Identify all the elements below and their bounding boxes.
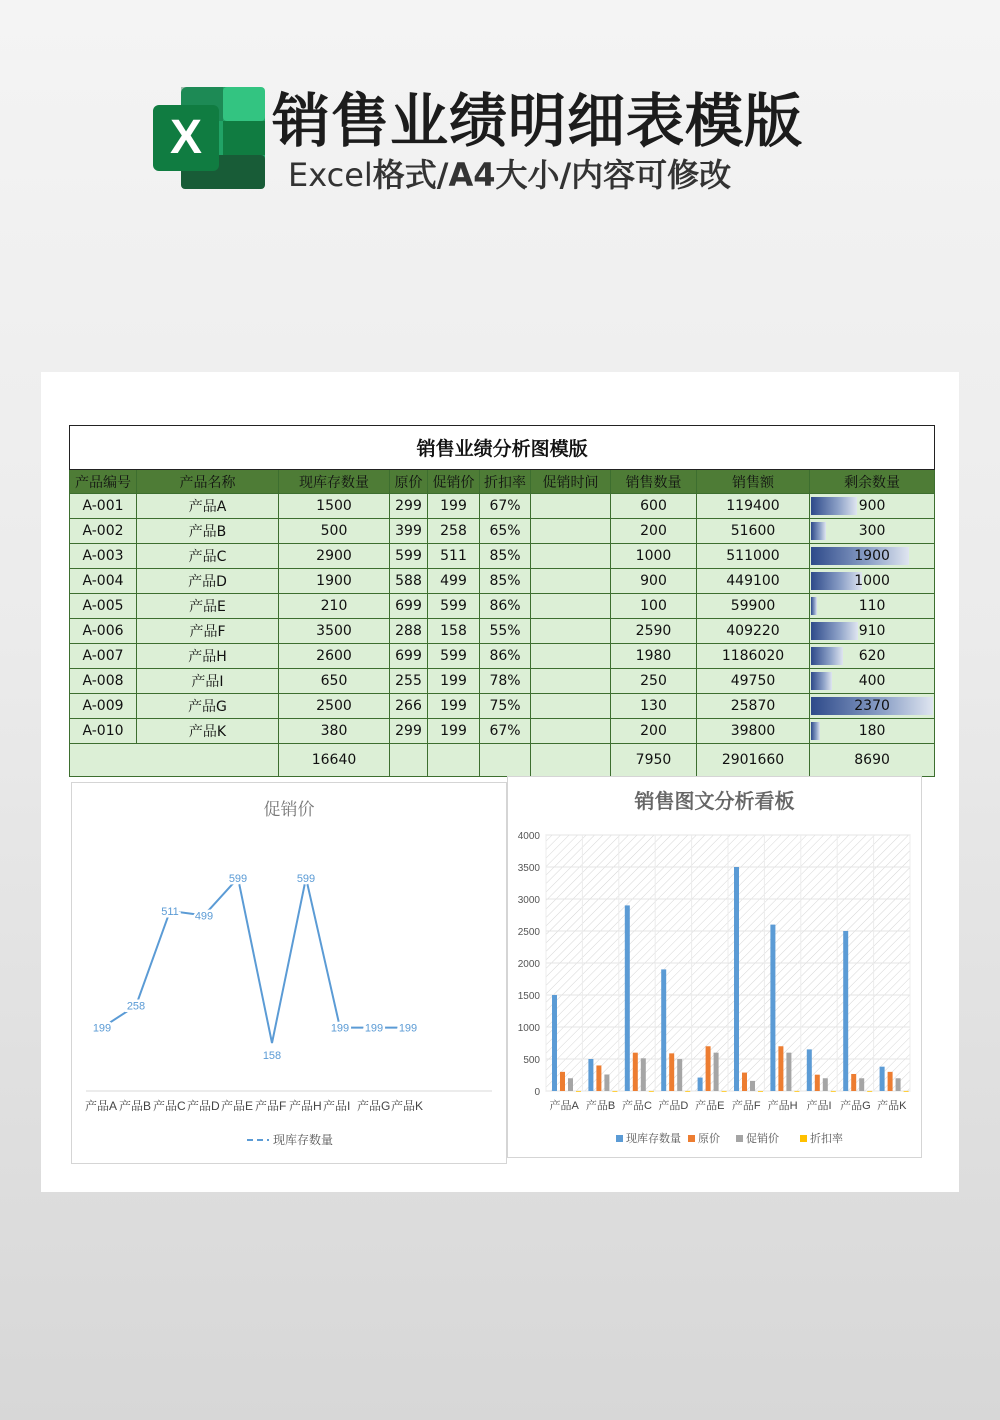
bar-mark (880, 1067, 885, 1091)
column-header: 折扣率 (480, 470, 531, 494)
line-data-label: 511 (161, 905, 179, 918)
logo-letter: X (169, 111, 203, 164)
bar-legend-swatch (616, 1135, 623, 1142)
line-x-tick-label: 产品I (323, 1099, 351, 1113)
cell-time (531, 519, 611, 544)
cell-stock: 210 (279, 594, 390, 619)
cell-left-value: 1900 (854, 548, 890, 564)
cell-time (531, 669, 611, 694)
bar-mark (568, 1078, 573, 1091)
bar-mark (786, 1053, 791, 1091)
bar-y-tick-label: 2000 (517, 959, 540, 970)
cell-left (810, 644, 935, 669)
page-subtitle (288, 150, 731, 196)
data-bar (811, 597, 817, 615)
bar-mark (677, 1059, 682, 1091)
bar-mark (722, 1091, 727, 1092)
bar-x-tick-label: 产品C (622, 1100, 652, 1112)
cell-price: 288 (390, 619, 428, 644)
total-stock: 16640 (279, 744, 390, 777)
bar-mark (859, 1078, 864, 1091)
cell-id: A-009 (70, 694, 137, 719)
bar-legend-label: 现库存数量 (626, 1133, 681, 1145)
cell-left-value: 300 (858, 523, 886, 539)
bar-x-tick-label: 产品H (767, 1100, 798, 1112)
bar-mark (750, 1081, 755, 1091)
cell-qty: 100 (611, 594, 697, 619)
cell-promo: 158 (428, 619, 480, 644)
bar-x-tick-label: 产品E (695, 1100, 725, 1112)
bar-mark (612, 1091, 617, 1092)
line-x-tick-label: 产品G (357, 1099, 391, 1113)
line-x-tick-label: 产品C (153, 1099, 186, 1113)
line-chart-promo-price (71, 782, 507, 1164)
bar-mark (758, 1091, 763, 1092)
bar-legend-swatch (736, 1135, 743, 1142)
total-empty-cell (428, 744, 480, 777)
bar-mark (904, 1091, 909, 1092)
bar-mark (706, 1046, 711, 1091)
cell-left (810, 494, 935, 519)
cell-promo: 258 (428, 519, 480, 544)
cell-time (531, 694, 611, 719)
cell-id: A-002 (70, 519, 137, 544)
cell-id: A-007 (70, 644, 137, 669)
bar-mark (698, 1078, 703, 1091)
bar-chart-svg (508, 777, 923, 1159)
sheet-panel (41, 372, 959, 1192)
cell-left (810, 544, 935, 569)
cell-qty: 2590 (611, 619, 697, 644)
bar-y-tick-label: 4000 (517, 831, 540, 842)
cell-id: A-010 (70, 719, 137, 744)
bar-mark (714, 1053, 719, 1091)
cell-left-value: 110 (858, 598, 886, 614)
cell-left (810, 719, 935, 744)
cell-left (810, 519, 935, 544)
line-legend-label: 现库存数量 (273, 1133, 334, 1147)
cell-stock: 2900 (279, 544, 390, 569)
column-header: 产品编号 (70, 470, 137, 494)
cell-promo: 499 (428, 569, 480, 594)
cell-rate: 85% (480, 544, 531, 569)
bar-mark (896, 1078, 901, 1091)
cell-rate: 65% (480, 519, 531, 544)
total-empty-cell (390, 744, 428, 777)
cell-left (810, 694, 935, 719)
cell-stock: 3500 (279, 619, 390, 644)
cell-stock: 2600 (279, 644, 390, 669)
bar-mark (685, 1091, 690, 1092)
cell-qty: 200 (611, 519, 697, 544)
total-empty-cell (480, 744, 531, 777)
cell-left-value: 900 (858, 498, 886, 514)
cell-price: 255 (390, 669, 428, 694)
line-data-label: 258 (126, 1000, 146, 1013)
column-header: 产品名称 (137, 470, 279, 494)
line-data-label: 599 (296, 873, 316, 885)
cell-sales: 511000 (697, 544, 810, 569)
bar-legend-label: 原价 (698, 1133, 720, 1145)
bar-mark (633, 1053, 638, 1091)
bar-y-tick-label: 500 (523, 1055, 540, 1066)
sales-table (69, 425, 935, 777)
column-header: 促销价 (428, 470, 480, 494)
cell-time (531, 569, 611, 594)
bar-x-tick-label: 产品I (806, 1100, 832, 1112)
bar-mark (576, 1091, 581, 1092)
cell-left-value: 1000 (854, 573, 890, 589)
cell-promo: 511 (428, 544, 480, 569)
cell-price: 699 (390, 594, 428, 619)
column-header: 剩余数量 (810, 470, 935, 494)
table-row (70, 669, 935, 694)
cell-sales: 39800 (697, 719, 810, 744)
table-row (70, 544, 935, 569)
cell-name: 产品G (137, 694, 279, 719)
bar-y-tick-label: 1000 (517, 1023, 540, 1034)
cell-name: 产品H (137, 644, 279, 669)
cell-left (810, 669, 935, 694)
cell-sales: 25870 (697, 694, 810, 719)
cell-sales: 119400 (697, 494, 810, 519)
cell-left (810, 569, 935, 594)
bar-x-tick-label: 产品G (840, 1100, 871, 1112)
table-row (70, 519, 935, 544)
bar-mark (778, 1046, 783, 1091)
bar-mark (560, 1072, 565, 1091)
subtitle-prefix: Excel (288, 156, 373, 194)
table-header (70, 470, 935, 494)
cell-qty: 250 (611, 669, 697, 694)
data-bar (811, 672, 832, 690)
bar-x-tick-label: 产品B (585, 1100, 616, 1112)
cell-left-value: 2370 (854, 698, 890, 714)
cell-qty: 1000 (611, 544, 697, 569)
cell-rate: 67% (480, 494, 531, 519)
line-x-tick-label: 产品D (187, 1099, 220, 1113)
bar-chart-sales-board (507, 776, 922, 1158)
column-header: 销售额 (697, 470, 810, 494)
bar-x-tick-label: 产品A (549, 1100, 579, 1112)
bar-mark (661, 969, 666, 1091)
cell-left-value: 910 (858, 623, 886, 639)
total-left: 8690 (810, 744, 935, 777)
cell-sales: 51600 (697, 519, 810, 544)
bar-legend-label: 折扣率 (810, 1133, 843, 1145)
cell-id: A-008 (70, 669, 137, 694)
cell-qty: 130 (611, 694, 697, 719)
bar-mark (588, 1059, 593, 1091)
bar-mark (742, 1073, 747, 1091)
cell-promo: 199 (428, 669, 480, 694)
cell-sales: 409220 (697, 619, 810, 644)
cell-promo: 599 (428, 644, 480, 669)
table-row (70, 569, 935, 594)
data-bar (811, 622, 858, 640)
line-chart-title: 促销价 (263, 800, 315, 820)
total-label-cell (70, 744, 279, 777)
bar-mark (851, 1074, 856, 1091)
cell-promo: 599 (428, 594, 480, 619)
cell-price: 399 (390, 519, 428, 544)
column-header: 现库存数量 (279, 470, 390, 494)
cell-name: 产品C (137, 544, 279, 569)
line-x-tick-label: 产品K (391, 1099, 424, 1113)
bar-mark (604, 1074, 609, 1091)
cell-sales: 449100 (697, 569, 810, 594)
total-sales: 2901660 (697, 744, 810, 777)
cell-stock: 380 (279, 719, 390, 744)
total-row (70, 744, 935, 777)
cell-rate: 75% (480, 694, 531, 719)
cell-left-value: 620 (858, 648, 886, 664)
cell-sales: 49750 (697, 669, 810, 694)
cell-qty: 1980 (611, 644, 697, 669)
data-bar (811, 647, 843, 665)
cell-left (810, 619, 935, 644)
bar-mark (770, 925, 775, 1091)
cell-id: A-004 (70, 569, 137, 594)
line-data-label: 199 (92, 1022, 112, 1035)
cell-price: 699 (390, 644, 428, 669)
bar-mark (669, 1053, 674, 1091)
cell-stock: 500 (279, 519, 390, 544)
cell-time (531, 494, 611, 519)
cell-rate: 78% (480, 669, 531, 694)
total-qty: 7950 (611, 744, 697, 777)
bar-y-tick-label: 2500 (517, 927, 540, 938)
line-x-tick-label: 产品A (85, 1099, 118, 1113)
bar-x-tick-label: 产品K (877, 1100, 907, 1112)
cell-name: 产品F (137, 619, 279, 644)
cell-time (531, 644, 611, 669)
line-data-label: 599 (228, 873, 248, 885)
line-x-tick-label: 产品F (255, 1099, 287, 1113)
bar-mark (625, 905, 630, 1091)
bar-legend-label: 促销价 (746, 1133, 779, 1145)
page-title: 销售业绩明细表模版 (272, 87, 804, 155)
cell-left (810, 594, 935, 619)
cell-price: 588 (390, 569, 428, 594)
line-x-tick-label: 产品E (221, 1099, 254, 1113)
table-title: 销售业绩分析图模版 (70, 426, 935, 470)
bar-y-tick-label: 0 (534, 1087, 540, 1098)
cell-id: A-003 (70, 544, 137, 569)
cell-rate: 86% (480, 594, 531, 619)
bar-mark (807, 1049, 812, 1091)
bar-x-tick-label: 产品F (731, 1100, 761, 1112)
bar-mark (867, 1091, 872, 1092)
cell-rate: 55% (480, 619, 531, 644)
bar-mark (831, 1091, 836, 1092)
bar-y-tick-label: 3000 (517, 895, 540, 906)
cell-name: 产品K (137, 719, 279, 744)
bar-mark (823, 1078, 828, 1091)
cell-promo: 199 (428, 494, 480, 519)
data-bar (811, 722, 820, 740)
cell-name: 产品E (137, 594, 279, 619)
data-bar (811, 497, 857, 515)
excel-logo-icon (153, 87, 265, 189)
column-header: 原价 (390, 470, 428, 494)
column-header: 销售数量 (611, 470, 697, 494)
line-data-label: 499 (194, 910, 214, 923)
table-row (70, 719, 935, 744)
column-header: 促销时间 (531, 470, 611, 494)
cell-price: 299 (390, 719, 428, 744)
cell-rate: 85% (480, 569, 531, 594)
line-series (102, 878, 408, 1043)
cell-rate: 67% (480, 719, 531, 744)
table-row (70, 494, 935, 519)
table-row (70, 694, 935, 719)
bar-mark (888, 1072, 893, 1091)
cell-stock: 650 (279, 669, 390, 694)
cell-time (531, 544, 611, 569)
subtitle-rest: 格式/A4大小/内容可修改 (372, 156, 732, 194)
cell-sales: 1186020 (697, 644, 810, 669)
cell-left-value: 180 (858, 723, 886, 739)
bar-legend-swatch (688, 1135, 695, 1142)
line-data-label: 199 (398, 1022, 418, 1035)
cell-name: 产品D (137, 569, 279, 594)
bar-y-tick-label: 1500 (517, 991, 540, 1002)
bar-x-tick-label: 产品D (658, 1100, 689, 1112)
cell-stock: 1500 (279, 494, 390, 519)
bar-mark (794, 1091, 799, 1092)
cell-name: 产品I (137, 669, 279, 694)
cell-qty: 200 (611, 719, 697, 744)
line-x-tick-label: 产品B (119, 1099, 152, 1113)
bar-chart-title: 销售图文分析看板 (634, 789, 795, 813)
bar-legend-swatch (800, 1135, 807, 1142)
line-data-label: 199 (330, 1022, 350, 1035)
cell-stock: 1900 (279, 569, 390, 594)
cell-promo: 199 (428, 694, 480, 719)
cell-sales: 59900 (697, 594, 810, 619)
bar-mark (734, 867, 739, 1091)
table-body (70, 494, 935, 744)
cell-time (531, 719, 611, 744)
cell-id: A-005 (70, 594, 137, 619)
cell-price: 299 (390, 494, 428, 519)
cell-name: 产品B (137, 519, 279, 544)
cell-id: A-006 (70, 619, 137, 644)
cell-name: 产品A (137, 494, 279, 519)
data-bar (811, 522, 826, 540)
cell-rate: 86% (480, 644, 531, 669)
table-row (70, 644, 935, 669)
line-chart-svg (72, 783, 508, 1165)
cell-qty: 600 (611, 494, 697, 519)
line-x-tick-label: 产品H (289, 1099, 322, 1113)
cell-stock: 2500 (279, 694, 390, 719)
cell-price: 266 (390, 694, 428, 719)
bar-mark (552, 995, 557, 1091)
cell-promo: 199 (428, 719, 480, 744)
bar-mark (641, 1058, 646, 1091)
line-data-label: 158 (262, 1050, 282, 1062)
bar-mark (843, 931, 848, 1091)
cell-time (531, 619, 611, 644)
bar-mark (596, 1065, 601, 1091)
bar-mark (649, 1091, 654, 1092)
cell-id: A-001 (70, 494, 137, 519)
table-row (70, 619, 935, 644)
table-row (70, 594, 935, 619)
cell-qty: 900 (611, 569, 697, 594)
cell-left-value: 400 (858, 673, 886, 689)
bar-y-tick-label: 3500 (517, 863, 540, 874)
bar-mark (815, 1075, 820, 1091)
total-empty-cell (531, 744, 611, 777)
cell-time (531, 594, 611, 619)
line-data-label: 199 (364, 1022, 384, 1035)
cell-price: 599 (390, 544, 428, 569)
